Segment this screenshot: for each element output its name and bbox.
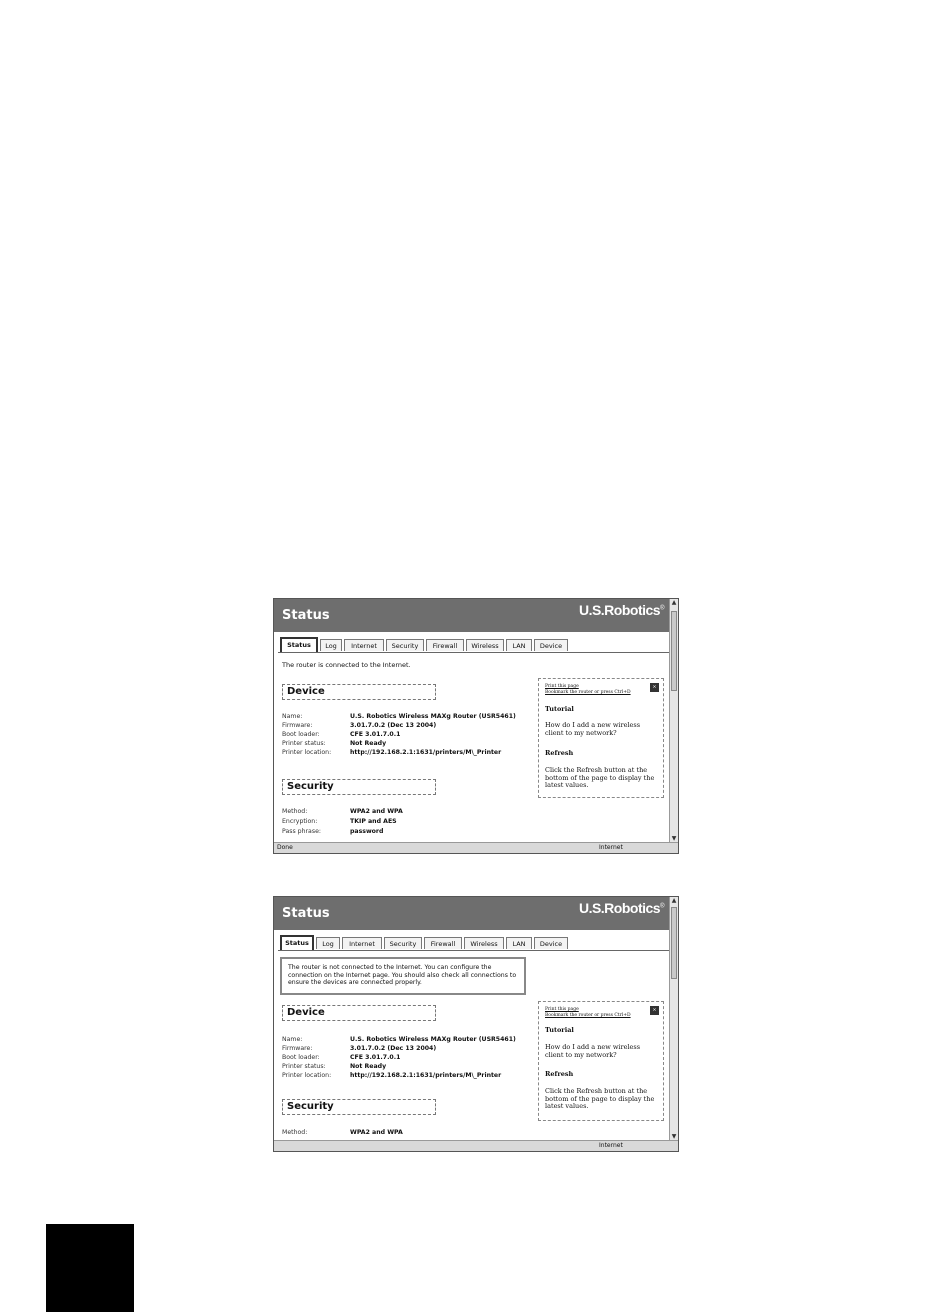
tab-device[interactable]: Device bbox=[534, 937, 568, 949]
print-page-link[interactable]: Print this page bbox=[545, 1007, 579, 1012]
print-page-link[interactable]: Print this page bbox=[545, 684, 579, 689]
tab-status[interactable]: Status bbox=[280, 637, 318, 652]
tab-log[interactable]: Log bbox=[316, 937, 340, 949]
close-help-icon[interactable]: × bbox=[650, 1006, 659, 1015]
vertical-scrollbar[interactable] bbox=[669, 897, 678, 1141]
browser-status-bar bbox=[274, 1140, 678, 1151]
connection-status-text: The router is connected to the Internet. bbox=[282, 661, 411, 669]
close-help-icon[interactable]: × bbox=[650, 683, 659, 692]
tab-wireless[interactable]: Wireless bbox=[466, 639, 504, 651]
not-connected-warning: The router is not connected to the Internet. You can configure the connection on the Internet page. You should also check all connections to ensure the devices are connected properly. bbox=[280, 957, 526, 995]
device-section-header: Device bbox=[282, 1005, 436, 1021]
tab-firewall[interactable]: Firewall bbox=[424, 937, 462, 949]
page-corner-tab bbox=[46, 1224, 134, 1312]
tab-firewall[interactable]: Firewall bbox=[426, 639, 464, 651]
tutorial-link[interactable]: How do I add a new wireless client to my network? bbox=[545, 1043, 641, 1059]
tab-internet[interactable]: Internet bbox=[344, 639, 384, 651]
help-panel bbox=[538, 1001, 664, 1121]
status-done-text: Done bbox=[277, 844, 293, 851]
scroll-up-icon[interactable]: ▲ bbox=[671, 599, 677, 606]
tab-lan[interactable]: LAN bbox=[506, 639, 532, 651]
security-section-header: Security bbox=[282, 779, 436, 795]
browser-status-bar bbox=[274, 842, 678, 853]
page-title: Status bbox=[282, 906, 330, 921]
help-panel bbox=[538, 678, 664, 798]
scroll-down-icon[interactable]: ▼ bbox=[671, 1133, 677, 1140]
usrobotics-logo: U.S.Robotics® bbox=[578, 900, 664, 916]
bookmark-link[interactable]: Bookmark the router or press Ctrl+D bbox=[545, 1013, 631, 1018]
router-status-screenshot-connected: Status U.S.Robotics® Status Log Internet Security Firewall Wireless LAN Device The router is connected to the Internet. Device Name: U.S. Robotics Wireless MAXg Router (USR5461) Firmware: 3.01.7.0.2 (Dec 13 2004) Boot loader: CFE 3.01.7.0.1 Printer status: Not Ready Printer location: http://192.168.2.1:1631/printers/M\_Printer Security Method: WPA2 and WPA Encryption: TKIP and AES Pass phrase: password Print this page Bookmark the router or press Ctrl+D × Tutorial How do I add a new wireless client to my network? Refresh Click the Refresh button at the bottom of the page to display the latest values. ▲ ▼ Done Internet bbox=[273, 598, 679, 854]
tutorial-link[interactable]: How do I add a new wireless client to my network? bbox=[545, 721, 641, 737]
tab-log[interactable]: Log bbox=[320, 639, 342, 651]
page-header bbox=[274, 599, 670, 632]
scroll-down-icon[interactable]: ▼ bbox=[671, 835, 677, 842]
bookmark-link[interactable]: Bookmark the router or press Ctrl+D bbox=[545, 690, 631, 695]
refresh-header: Refresh bbox=[545, 1070, 574, 1078]
tab-lan[interactable]: LAN bbox=[506, 937, 532, 949]
scroll-thumb[interactable] bbox=[671, 907, 677, 979]
usrobotics-logo: U.S.Robotics® bbox=[578, 602, 664, 618]
internet-zone-text: Internet bbox=[599, 1142, 623, 1149]
page-title: Status bbox=[282, 608, 330, 623]
tab-bar bbox=[278, 936, 670, 951]
security-section-header: Security bbox=[282, 1099, 436, 1115]
tab-bar bbox=[278, 638, 670, 653]
tab-internet[interactable]: Internet bbox=[342, 937, 382, 949]
tab-device[interactable]: Device bbox=[534, 639, 568, 651]
device-section-header: Device bbox=[282, 684, 436, 700]
internet-zone-text: Internet bbox=[599, 844, 623, 851]
tab-security[interactable]: Security bbox=[384, 937, 422, 949]
refresh-help-text: Click the Refresh button at the bottom of the page to display the latest values. bbox=[545, 1087, 655, 1110]
page-header bbox=[274, 897, 670, 930]
refresh-header: Refresh bbox=[545, 749, 574, 757]
tab-wireless[interactable]: Wireless bbox=[464, 937, 504, 949]
refresh-help-text: Click the Refresh button at the bottom of the page to display the latest values. bbox=[545, 766, 655, 789]
tutorial-header: Tutorial bbox=[545, 1026, 574, 1034]
scroll-thumb[interactable] bbox=[671, 611, 677, 691]
router-status-screenshot-not-connected: Status U.S.Robotics® Status Log Internet Security Firewall Wireless LAN Device The router is not connected to the Internet. You can configure the connection on the Internet page. You should also check all connections to ensure the devices are connected properly. Device Name: U.S. Robotics Wireless MAXg Router (USR5461) Firmware: 3.01.7.0.2 (Dec 13 2004) Boot loader: CFE 3.01.7.0.1 Printer status: Not Ready Printer location: http://192.168.2.1:1631/printers/M\_Printer Security Method: WPA2 and WPA Print this page Bookmark the router or press Ctrl+D × Tutorial How do I add a new wireless client to my network? Refresh Click the Refresh button at the bottom of the page to display the latest values. ▲ ▼ Internet bbox=[273, 896, 679, 1152]
tutorial-header: Tutorial bbox=[545, 705, 574, 713]
scroll-up-icon[interactable]: ▲ bbox=[671, 897, 677, 904]
tab-status[interactable]: Status bbox=[280, 935, 314, 950]
tab-security[interactable]: Security bbox=[386, 639, 424, 651]
vertical-scrollbar[interactable] bbox=[669, 599, 678, 843]
